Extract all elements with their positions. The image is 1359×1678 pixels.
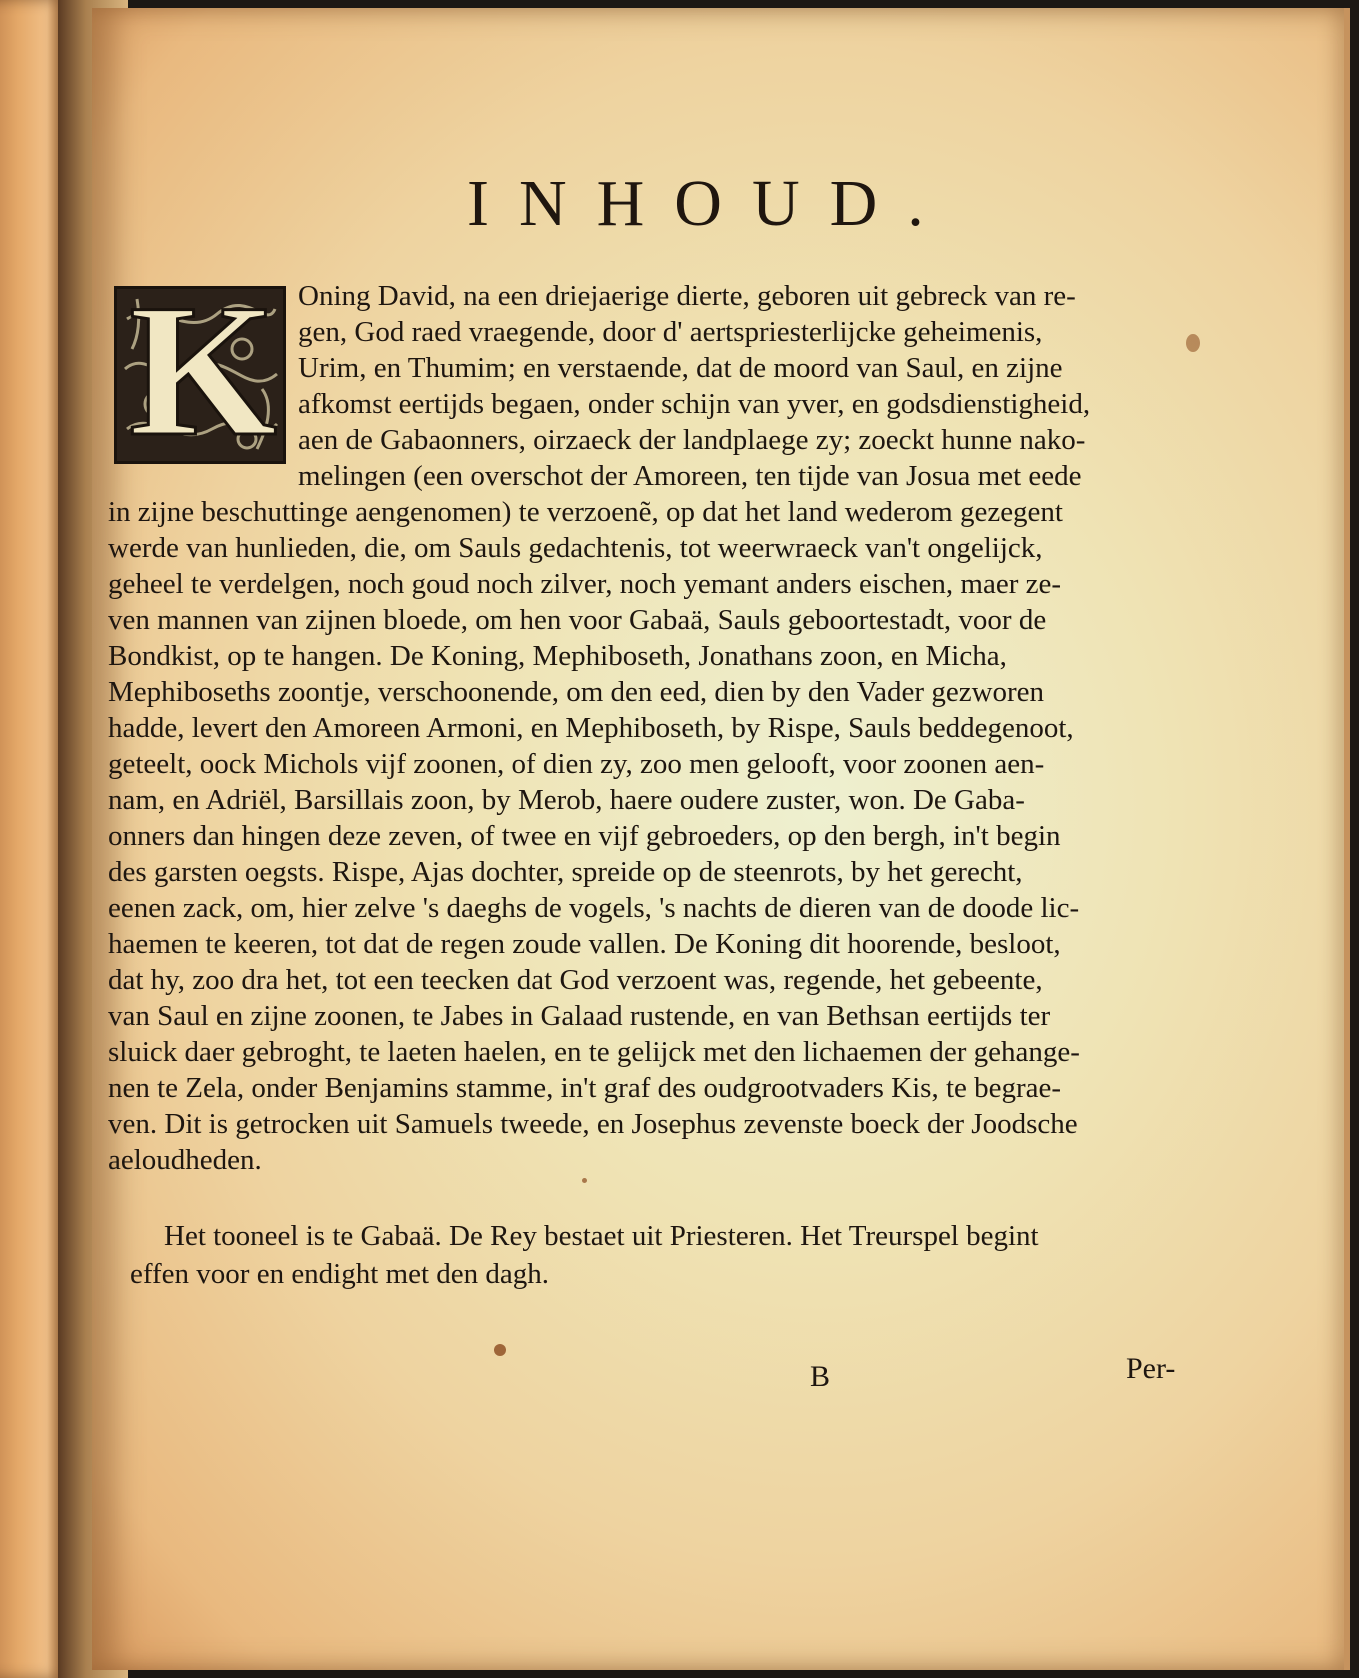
text-line: hadde, levert den Amoreen Armoni, en Mephiboseth, by Rispe, Sauls beddegenoot, <box>108 712 1074 744</box>
left-facing-page <box>0 0 64 1678</box>
text-line: nen te Zela, onder Benjamins stamme, in't graf des oudgrootvaders Kis, te begrae- <box>108 1072 1062 1104</box>
setting-note-line: Het tooneel is te Gabaä. De Rey bestaet uit Priesteren. Het Treurspel begint <box>164 1220 1039 1252</box>
text-line: geheel te verdelgen, noch goud noch zilver, noch yemant anders eischen, maer ze- <box>108 568 1062 600</box>
text-line: ven mannen van zijnen bloede, om hen voor Gabaä, Sauls geboortestadt, voor de <box>108 604 1047 636</box>
foxing-spot <box>494 1344 506 1356</box>
text-line: sluick daer gebroght, te laeten haelen, en te gelijck met den lichaemen der gehange- <box>108 1036 1080 1068</box>
foxing-spot <box>1186 334 1200 352</box>
text-line: aen de Gabaonners, oirzaeck der landplaege zy; zoeckt hunne nako- <box>298 424 1086 456</box>
text-line: werde van hunlieden, die, om Sauls gedachtenis, tot weerwraeck van't ongelijck, <box>108 532 1043 564</box>
right-page <box>92 8 1350 1670</box>
text-line: van Saul en zijne zoonen, te Jabes in Galaad rustende, en van Bethsan eertijds ter <box>108 1000 1051 1032</box>
initial-letter: K <box>129 266 277 476</box>
text-line: geteelt, oock Michols vijf zoonen, of dien zy, zoo men gelooft, voor zoonen aen- <box>108 748 1045 780</box>
left-page-mark <box>0 730 1 760</box>
left-page-text-fragments <box>0 0 20 1678</box>
text-line: in zijne beschuttinge aengenomen) te verzoenẽ, op dat het land wederom gezegent <box>108 496 1063 528</box>
text-line: Bondkist, op te hangen. De Koning, Mephiboseth, Jonathans zoon, en Micha, <box>108 640 1007 672</box>
text-line: haemen te keeren, tot dat de regen zoude vallen. De Koning dit hoorende, besloot, <box>108 928 1061 960</box>
decorated-initial <box>114 266 286 476</box>
text-line: ven. Dit is getrocken uit Samuels tweede, en Josephus zevenste boeck der Joodsche <box>108 1108 1078 1140</box>
foxing-spot <box>582 1178 587 1183</box>
text-line: Mephiboseths zoontje, verschoonende, om den eed, dien by den Vader gezworen <box>108 676 1045 708</box>
page-title: INHOUD. <box>467 167 954 240</box>
text-line: onners dan hingen deze zeven, of twee en vijf gebroeders, op den bergh, in't begin <box>108 820 1061 852</box>
text-line: dat hy, zoo dra het, tot een teecken dat God verzoent was, regende, het gebeente, <box>108 964 1043 996</box>
text-line: des garsten oegsts. Rispe, Ajas dochter, spreide op de steenrots, by het gerecht, <box>108 856 1023 888</box>
text-line: nam, en Adriël, Barsillais zoon, by Merob, haere oudere zuster, won. De Gaba- <box>108 784 1025 816</box>
signature-mark: B <box>810 1360 831 1393</box>
setting-note-line: effen voor en endight met den dagh. <box>130 1258 550 1290</box>
text-line: Urim, en Thumim; en verstaende, dat de moord van Saul, en zijne <box>298 352 1063 384</box>
catchword: Per- <box>1126 1352 1176 1385</box>
text-line: melingen (een overschot der Amoreen, ten tijde van Josua met eede <box>298 460 1082 492</box>
text-line: aeloudheden. <box>108 1144 262 1176</box>
left-page-mark <box>0 92 1 122</box>
text-line: eenen zack, om, hier zelve 's daeghs de vogels, 's nachts de dieren van de doode lic- <box>108 892 1080 924</box>
text-line: Oning David, na een driejaerige dierte, geboren uit gebreck van re- <box>298 280 1076 312</box>
text-line: afkomst eertijds begaen, onder schijn van yver, en godsdienstigheid, <box>298 388 1091 420</box>
text-line: gen, God raed vraegende, door d' aertspriesterlijcke geheimenis, <box>298 316 1043 348</box>
